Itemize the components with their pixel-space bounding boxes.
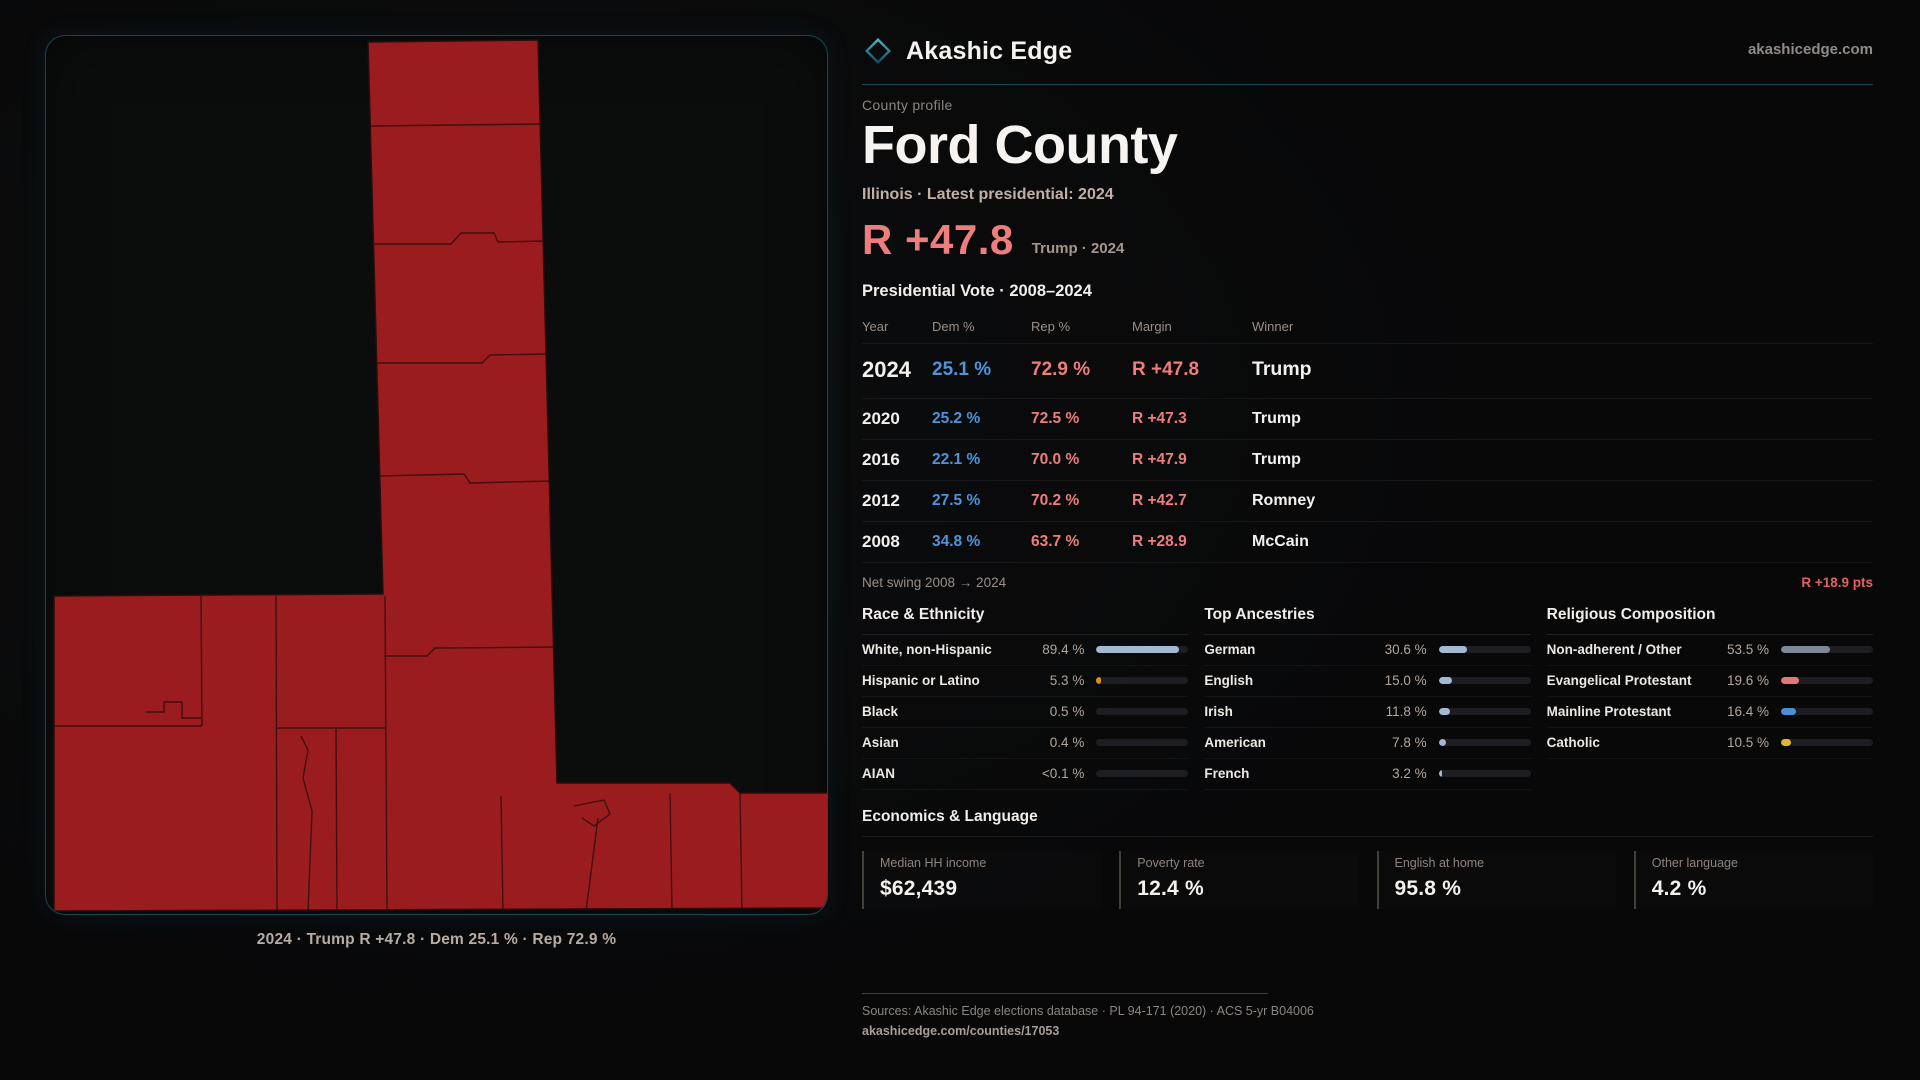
- vote-dem-pct: 25.2 %: [932, 409, 981, 427]
- demo-value: 10.5 %: [1726, 735, 1769, 751]
- vote-margin: R +42.7: [1132, 491, 1187, 509]
- demo-bar-track: [1439, 739, 1531, 746]
- demo-bar-track: [1439, 646, 1531, 653]
- page-subtitle: Illinois · Latest presidential: 2024: [862, 185, 1114, 203]
- col-margin: Margin: [1132, 318, 1172, 334]
- footer-divider: [862, 993, 1268, 994]
- vote-margin: R +28.9: [1132, 532, 1187, 550]
- demo-value: 0.5 %: [1049, 704, 1085, 720]
- demo-value: 16.4 %: [1726, 704, 1769, 720]
- stat-label: Other language: [1651, 855, 1738, 870]
- demo-row: [1547, 666, 1873, 697]
- col-dem: Dem %: [932, 318, 975, 334]
- col-year: Year: [862, 318, 889, 334]
- demo-column-1: [1204, 606, 1530, 790]
- brand-site-link[interactable]: akashicedge.com: [1747, 41, 1873, 58]
- demo-label: German: [1204, 642, 1256, 658]
- vote-rep-pct: 70.0 %: [1031, 450, 1080, 468]
- headline-margin-value: R +47.8: [862, 215, 1014, 263]
- diamond-logo-icon: [862, 35, 894, 67]
- county-shape: [54, 40, 828, 911]
- demo-value: 0.4 %: [1049, 735, 1085, 751]
- demo-column-0: [862, 606, 1188, 790]
- stat-value: 95.8 %: [1394, 876, 1462, 900]
- economics-title: Economics & Language: [862, 808, 1873, 837]
- demo-row: [1204, 635, 1530, 666]
- demo-value: 3.2 %: [1392, 766, 1427, 782]
- demo-bar-fill: [1781, 739, 1791, 746]
- stat-label: Poverty rate: [1137, 855, 1205, 870]
- net-swing-row: [862, 563, 1873, 590]
- demo-label: Catholic: [1546, 735, 1600, 751]
- footer-sources: Sources: Akashic Edge elections database · PL 94-171 (2020) · ACS 5-yr B04006: [862, 1003, 1314, 1018]
- demo-row: [862, 635, 1188, 666]
- col-rep: Rep %: [1031, 318, 1071, 334]
- vote-dem-pct: 27.5 %: [932, 491, 981, 509]
- header-divider: [862, 84, 1873, 85]
- vote-winner: Trump: [1252, 358, 1312, 381]
- vote-winner: Trump: [1252, 409, 1301, 427]
- county-map-panel: [45, 35, 828, 915]
- eyebrow-label: County profile: [862, 97, 953, 113]
- col-winner: Winner: [1252, 318, 1294, 334]
- demo-bar-track: [1781, 677, 1873, 684]
- vote-margin: R +47.9: [1132, 450, 1187, 468]
- county-map: [46, 36, 828, 915]
- stat-card: [862, 851, 1101, 909]
- demo-value: 7.8 %: [1392, 735, 1427, 751]
- demo-label: Non-adherent / Other: [1546, 642, 1682, 658]
- vote-dem-pct: 34.8 %: [932, 532, 981, 550]
- county-profile-content: [862, 30, 1873, 1038]
- brand-name: Akashic Edge: [906, 36, 1073, 65]
- vote-dem-pct: 25.1 %: [932, 358, 992, 380]
- demo-label: Irish: [1204, 704, 1233, 720]
- demo-bar-track: [1096, 739, 1188, 746]
- vote-table-header: [862, 313, 1873, 344]
- demo-bar-fill: [1781, 708, 1796, 715]
- stat-label: English at home: [1394, 855, 1485, 870]
- demo-row: [1547, 697, 1873, 728]
- demo-bar-fill: [1439, 708, 1450, 715]
- brand-row: [862, 30, 1873, 72]
- map-caption: 2024 · Trump R +47.8 · Dem 25.1 % · Rep 72.9 %: [256, 931, 617, 948]
- demo-value: 89.4 %: [1042, 642, 1085, 658]
- net-swing-value: R +18.9 pts: [1801, 574, 1873, 590]
- vote-table-title: Presidential Vote · 2008–2024: [862, 281, 1092, 300]
- vote-year: 2016: [862, 449, 900, 469]
- demo-label: White, non-Hispanic: [862, 642, 992, 658]
- stat-value: $62,439: [880, 876, 958, 900]
- demo-bar-track: [1781, 708, 1873, 715]
- demo-row: [862, 759, 1188, 790]
- demo-bar-track: [1096, 677, 1188, 684]
- vote-rep-pct: 72.9 %: [1031, 358, 1091, 380]
- demographics: [862, 606, 1873, 790]
- demo-row: [862, 666, 1188, 697]
- demo-column-title: Race & Ethnicity: [862, 606, 1188, 635]
- demo-value: 19.6 %: [1726, 673, 1769, 689]
- demo-value: 11.8 %: [1385, 704, 1427, 720]
- demo-bar-fill: [1439, 677, 1453, 684]
- stat-value: 12.4 %: [1137, 876, 1204, 900]
- demo-value: 30.6 %: [1384, 642, 1427, 658]
- demo-bar-fill: [1096, 646, 1178, 653]
- demo-value: 5.3 %: [1049, 673, 1085, 689]
- demo-label: Black: [862, 704, 899, 720]
- vote-row-2020: [862, 399, 1873, 440]
- vote-year: 2012: [862, 490, 900, 510]
- net-swing-label: Net swing 2008 → 2024: [862, 574, 1007, 590]
- headline-margin-note: Trump · 2024: [1031, 239, 1125, 257]
- vote-row-2016: [862, 440, 1873, 481]
- demo-label: Asian: [862, 735, 899, 751]
- demo-label: Evangelical Protestant: [1546, 673, 1692, 689]
- stat-value: 4.2 %: [1651, 876, 1707, 900]
- demo-label: American: [1204, 735, 1266, 751]
- demo-row: [1204, 759, 1530, 790]
- demo-bar-track: [1439, 770, 1531, 777]
- demo-bar-track: [1781, 739, 1873, 746]
- stat-card: [1634, 851, 1873, 909]
- demo-bar-track: [1096, 708, 1188, 715]
- demo-row: [1547, 635, 1873, 666]
- demo-label: English: [1204, 673, 1254, 689]
- vote-rep-pct: 63.7 %: [1031, 532, 1080, 550]
- stat-card: [1119, 851, 1358, 909]
- vote-rep-pct: 70.2 %: [1031, 491, 1080, 509]
- headline-margin-row: [862, 215, 1873, 263]
- vote-year: 2020: [862, 408, 900, 428]
- demo-label: AIAN: [862, 766, 895, 782]
- demo-row: [1204, 728, 1530, 759]
- demo-column-2: [1547, 606, 1873, 790]
- demo-row: [1547, 728, 1873, 759]
- demo-row: [1204, 697, 1530, 728]
- demo-column-title: Top Ancestries: [1204, 606, 1530, 635]
- vote-year: 2024: [862, 356, 911, 382]
- vote-winner: McCain: [1252, 532, 1309, 550]
- demo-value: 15.0 %: [1384, 673, 1427, 689]
- demo-bar-fill: [1439, 739, 1446, 746]
- demo-bar-track: [1096, 646, 1188, 653]
- stat-card: [1377, 851, 1616, 909]
- vote-row-2012: [862, 481, 1873, 522]
- vote-year: 2008: [862, 531, 900, 551]
- demo-label: French: [1204, 766, 1250, 782]
- demo-bar-fill: [1781, 646, 1830, 653]
- vote-winner: Romney: [1252, 491, 1316, 509]
- vote-rep-pct: 72.5 %: [1031, 409, 1080, 427]
- vote-row-2024: [862, 344, 1873, 399]
- demo-value: 53.5 %: [1726, 642, 1769, 658]
- demo-column-title: Religious Composition: [1547, 606, 1873, 635]
- vote-table: [862, 313, 1873, 590]
- demo-bar-track: [1439, 677, 1531, 684]
- demo-bar-fill: [1439, 646, 1467, 653]
- demo-bar-track: [1096, 770, 1188, 777]
- footer-url-link[interactable]: akashicedge.com/counties/17053: [862, 1023, 1060, 1038]
- demo-row: [1204, 666, 1530, 697]
- demo-bar-track: [1781, 646, 1873, 653]
- vote-margin: R +47.8: [1132, 358, 1200, 380]
- demo-bar-fill: [1439, 770, 1442, 777]
- demo-row: [862, 728, 1188, 759]
- stat-label: Median HH income: [880, 855, 987, 870]
- footer: [862, 993, 1873, 1038]
- demo-label: Hispanic or Latino: [862, 673, 980, 689]
- demo-label: Mainline Protestant: [1546, 704, 1672, 720]
- demo-bar-fill: [1096, 677, 1101, 684]
- demo-bar-fill: [1781, 677, 1799, 684]
- demo-row: [862, 697, 1188, 728]
- map-column: [45, 35, 828, 949]
- demo-value: <0.1 %: [1041, 766, 1085, 782]
- vote-margin: R +47.3: [1132, 409, 1187, 427]
- economics-stats-row: [862, 851, 1873, 909]
- demo-bar-track: [1439, 708, 1531, 715]
- vote-row-2008: [862, 522, 1873, 563]
- vote-table-body: [862, 344, 1873, 563]
- page-title: Ford County: [862, 115, 1178, 175]
- vote-winner: Trump: [1252, 450, 1301, 468]
- vote-dem-pct: 22.1 %: [932, 450, 981, 468]
